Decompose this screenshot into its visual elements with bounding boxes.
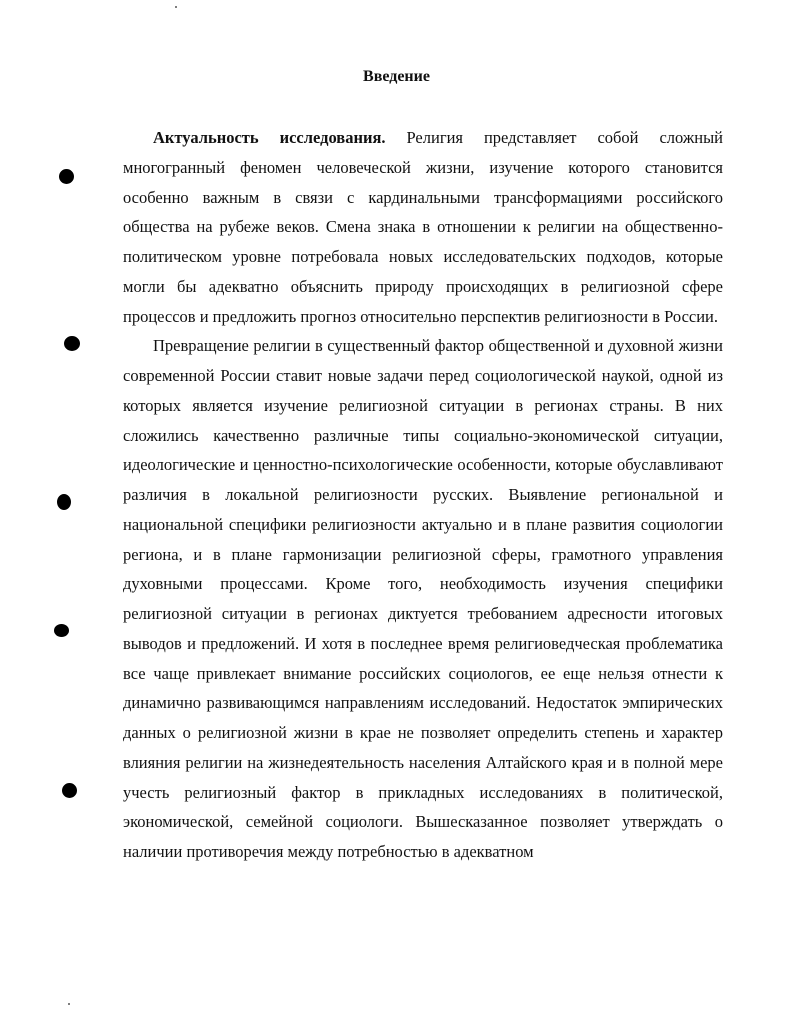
paragraph-1-lead: Актуальность исследования. — [153, 128, 386, 147]
paragraph-1 — [123, 123, 723, 331]
punch-hole — [64, 336, 80, 351]
punch-hole — [57, 494, 71, 510]
punch-hole — [54, 624, 69, 637]
punch-hole — [62, 783, 77, 798]
page-title: Введение — [363, 68, 430, 85]
paragraph-2-text: Превращение религии в существенный фактор общественной и духовной жизни современной России ставит новые задачи перед социологической наукой, одной из которых является изучение религиозной ситуации в регионах страны. В них сложились качественно различные типы социально-экономической ситуации, идеологические и ценностно-психологические особенности, которые обуславливают различия в локальной религиозности русских. Выявление региональной и национальной специфики религиозности актуально и в плане развития социологии региона, и в плане гармонизации религиозной сферы, грамотного управления духовными процессами. Кроме того, необходимость изучения специфики религиозной ситуации в регионах диктуется требованием адресности итоговых выводов и предложений. И хотя в последнее время религиоведческая проблематика все чаще привлекает внимание российских социологов, ее еще нельзя отнести к динамично развивающимся направлениям исследований. Недостаток эмпирических данных о религиозной жизни в крае не позволяет определить степень и характер влияния религии на жизнедеятельность населения Алтайского края и в полной мере учесть религиозный фактор в прикладных исследованиях в политической, экономической, семейной социологи. Вышесказанное позволяет утверждать о наличии противоречия между потребностью в адекватном — [123, 336, 723, 861]
paragraph-1-text: Религия представляет собой сложный многогранный феномен человеческой жизни, изучение которого становится особенно важным в связи с кардинальными трансформациями российского общества на рубеже веков. Смена знака в отношении к религии на общественно-политическом уровне потребовала новых исследовательских подходов, которые могли бы адекватно объяснить природу происходящих в религиозной сфере процессов и предложить прогноз относительно перспектив религиозности в России. — [123, 128, 724, 326]
body-text — [123, 123, 723, 867]
scan-speck — [68, 1003, 70, 1005]
scan-speck — [175, 6, 177, 8]
punch-hole — [59, 169, 74, 184]
paragraph-2 — [123, 331, 723, 867]
